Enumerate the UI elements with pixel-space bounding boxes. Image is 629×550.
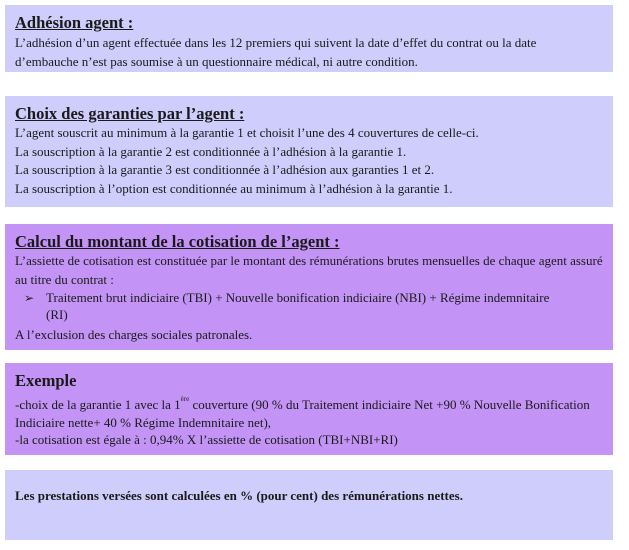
calcul-title: Calcul du montant de la cotisation de l’agent :	[15, 232, 340, 251]
calcul-outro: A l’exclusion des charges sociales patronales.	[15, 327, 253, 342]
choix-line: L’agent souscrit au minimum à la garantie 1 et choisit l’une des 4 couvertures de celle-ci.	[15, 125, 479, 140]
exemple-title: Exemple	[15, 371, 77, 390]
adhesion-section	[5, 5, 613, 72]
exemple-line-1-start: -choix de la garantie 1 avec la 1	[15, 397, 181, 412]
exemple-line-2: -la cotisation est égale à : 0,94% X l’assiette de cotisation (TBI+NBI+RI)	[15, 432, 398, 447]
exemple-superscript: ère	[180, 395, 190, 403]
calcul-bullet-item	[15, 290, 603, 323]
choix-line: La souscription à la garantie 2 est conditionnée à l’adhésion à la garantie 1.	[15, 143, 407, 159]
choix-garanties-section	[5, 96, 613, 207]
choix-line: La souscription à la garantie 3 est conditionnée à l’adhésion aux garanties 1 et 2.	[15, 162, 435, 177]
arrow-bullet-icon: ➢	[24, 291, 35, 305]
prestations-section	[5, 470, 613, 540]
exemple-line-1-end: couverture (90 % du Traitement indiciaire Net +90 % Nouvelle Bonification Indiciaire nette+ 40 % Régime Indemnitaire net),	[15, 397, 590, 430]
choix-line: La souscription à l’option est conditionnée au minimum à l’adhésion à la garantie 1.	[15, 180, 453, 196]
choix-title: Choix des garanties par l’agent :	[15, 104, 245, 123]
adhesion-text: L’adhésion d’un agent effectuée dans les 12 premiers qui suivent la date d’effet du contrat ou la date d’embauche n’est pas soumise à un questionnaire médical, ni autre condition.	[15, 35, 537, 69]
adhesion-title: Adhésion agent :	[15, 13, 134, 32]
calcul-intro: L’assiette de cotisation est constituée par le montant des rémunérations brutes mensuelles de chaque agent assuré au titre du contrat :	[15, 253, 603, 287]
exemple-line-1	[15, 396, 603, 431]
prestations-text: Les prestations versées sont calculées en % (pour cent) des rémunérations nettes.	[15, 488, 463, 503]
calcul-bullet-text: Traitement brut indiciaire (TBI) + Nouvelle bonification indiciaire (NBI) + Régime indemnitaire (RI)	[46, 290, 550, 322]
exemple-section	[5, 363, 613, 455]
calcul-cotisation-section	[5, 224, 613, 350]
